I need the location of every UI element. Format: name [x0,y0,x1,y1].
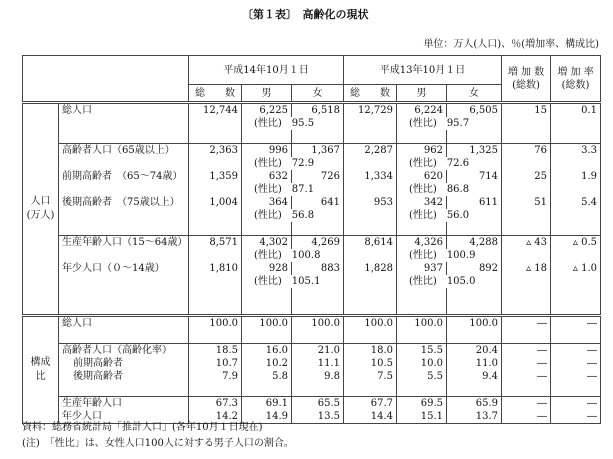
table-row [23,196,601,209]
cell: 15.1 [397,410,447,424]
cell: 1.9 [551,170,601,183]
cell: 928 [242,262,292,275]
cell: 6,225 [242,103,292,118]
sex-ratio: (性比) 95.7 [397,117,502,130]
header-male-13: 男 [397,85,447,103]
header-male-14: 男 [242,85,292,103]
cell: ― [502,316,551,331]
cell: 76 [502,144,551,158]
table-row [23,103,601,118]
cell: 6,224 [397,103,447,118]
ratio-row [23,117,601,130]
cell: 10.2 [242,357,292,370]
header-total-14: 総 数 [189,85,242,103]
unit-note: 単位：万人(人口)、％(増加率、構成比) [423,39,599,50]
cell: ▵ 0.5 [551,236,601,250]
row-label: 総人口 [59,316,189,331]
cell: 10.7 [189,357,242,370]
cell: ▵ 1.0 [551,262,601,275]
cell: 962 [397,144,447,158]
population-stub-line1: 人口 [30,196,51,207]
header-increase-rate-label: 増 加 率 [557,66,594,78]
cell: 14.9 [242,410,292,424]
header-total-13: 総 数 [344,85,397,103]
header-row-1 [23,56,601,85]
cell: 7.5 [344,370,397,383]
header-corner [23,56,189,103]
header-female-13: 女 [447,85,502,103]
cell: 4,269 [292,236,344,250]
ratio-row [23,275,601,288]
population-stub [23,103,59,316]
composition-stub: 構成比 [23,316,59,424]
cell: 6,505 [447,103,502,118]
cell: 937 [397,262,447,275]
cell: ― [551,357,601,370]
cell: 15 [502,103,551,118]
cell: 953 [344,196,397,209]
sex-ratio: (性比) 100.8 [242,249,344,262]
cell: 883 [292,262,344,275]
cell: 14.2 [189,410,242,424]
cell: 65.9 [447,397,502,411]
cell: 611 [447,196,502,209]
row-label: 総人口 [59,103,189,118]
cell: 1,367 [292,144,344,158]
sex-ratio: (性比) 105.0 [397,275,502,288]
ratio-row [23,183,601,196]
cell: ▵ 18 [502,262,551,275]
cell: 6,518 [292,103,344,118]
sex-ratio: (性比) 95.5 [242,117,344,130]
cell: 1,334 [344,170,397,183]
row-label: 前期高齢者 [59,357,189,370]
cell: 13.5 [292,410,344,424]
row-label: 高齢者人口（高齢化率） [59,344,189,358]
table-row [23,370,601,383]
cell: 726 [292,170,344,183]
cell: ― [551,316,601,331]
header-female-14: 女 [292,85,344,103]
cell: 4,288 [447,236,502,250]
cell: 100.0 [397,316,447,331]
cell: 641 [292,196,344,209]
cell: 15.5 [397,344,447,358]
cell: 5.4 [551,196,601,209]
cell: 2,363 [189,144,242,158]
cell: 14.4 [344,410,397,424]
row-label: 後期高齢者 [59,370,189,383]
header-increase-num-label: 増 加 数 [507,66,545,78]
cell: ― [502,410,551,424]
table-row [23,316,601,331]
sex-ratio: (性比) 105.1 [242,275,344,288]
cell: ― [551,410,601,424]
cell: 9.4 [447,370,502,383]
cell: 620 [397,170,447,183]
ratio-row [23,157,601,170]
row-label: 生産年齢人口（15～64歳） [59,236,189,250]
cell: 18.5 [189,344,242,358]
cell: ― [502,370,551,383]
cell: ― [502,397,551,411]
sex-ratio: (性比) 72.6 [397,157,502,170]
cell: 1,828 [344,262,397,275]
cell: 100.0 [189,316,242,331]
cell: 11.0 [447,357,502,370]
header-year13: 平成13年10月１日 [344,56,502,85]
cell: 11.1 [292,357,344,370]
cell: 364 [242,196,292,209]
cell: ― [551,344,601,358]
cell: 1,325 [447,144,502,158]
sex-ratio: (性比) 100.9 [397,249,502,262]
table-row [23,344,601,358]
table-row [23,236,601,250]
cell: 996 [242,144,292,158]
sex-ratio: (性比) 56.0 [397,209,502,222]
cell: ― [551,397,601,411]
population-stub-line2: (万人) [26,210,55,221]
cell: 16.0 [242,344,292,358]
sex-ratio: (性比) 87.1 [242,183,344,196]
row-label: 高齢者人口（65歳以上） [59,144,189,158]
cell: 13.7 [447,410,502,424]
cell: 632 [242,170,292,183]
footnote: (注) 「性比」は、女性人口100人に対する男子人口の割合。 [22,438,294,449]
cell: 18.0 [344,344,397,358]
cell: 25 [502,170,551,183]
sex-ratio: (性比) 86.8 [397,183,502,196]
cell: ― [551,370,601,383]
cell: 1,810 [189,262,242,275]
cell: 9.8 [292,370,344,383]
row-label: 生産年齢人口 [59,397,189,411]
cell: 12,744 [189,103,242,118]
cell: 67.3 [189,397,242,411]
table-row [23,262,601,275]
cell: 1,004 [189,196,242,209]
header-increase-rate [551,56,601,103]
cell: 4,326 [397,236,447,250]
sex-ratio: (性比) 56.8 [242,209,344,222]
cell: 100.0 [447,316,502,331]
cell: 21.0 [292,344,344,358]
cell: 69.1 [242,397,292,411]
cell: 5.8 [242,370,292,383]
cell: 51 [502,196,551,209]
cell: 2,287 [344,144,397,158]
table-row [23,170,601,183]
cell: ― [502,357,551,370]
cell: 714 [447,170,502,183]
table-row [23,357,601,370]
cell: 5.5 [397,370,447,383]
header-increase-num-sub: (総数) [512,79,540,91]
source-note: 資料：総務省統計局「推計人口」(各年10月１日現在) [22,422,263,433]
cell: 4,302 [242,236,292,250]
cell: 12,729 [344,103,397,118]
cell: 7.9 [189,370,242,383]
cell: 20.4 [447,344,502,358]
cell: 8,571 [189,236,242,250]
cell: 67.7 [344,397,397,411]
cell: 3.3 [551,144,601,158]
cell: 100.0 [292,316,344,331]
table-row [23,144,601,158]
row-label: 年少人口 [59,410,189,424]
header-year14: 平成14年10月１日 [189,56,344,85]
header-increase-rate-sub: (総数) [561,79,590,91]
cell: 100.0 [242,316,292,331]
cell: ▵ 43 [502,236,551,250]
row-label: 前期高齢者 （65～74歳） [59,170,189,183]
row-label: 後期高齢者 （75歳以上） [59,196,189,209]
sex-ratio: (性比) 72.9 [242,157,344,170]
cell: 100.0 [344,316,397,331]
cell: 8,614 [344,236,397,250]
ratio-row [23,209,601,222]
cell: 65.5 [292,397,344,411]
header-increase-num [502,56,551,103]
table-title: 〔第１表〕 高齢化の現状 [242,8,369,21]
cell: 10.0 [397,357,447,370]
table-row [23,397,601,411]
cell: ― [502,344,551,358]
aging-status-table [22,55,601,424]
cell: 69.5 [397,397,447,411]
ratio-row [23,249,601,262]
row-label: 年少人口（０～14歳） [59,262,189,275]
cell: 10.5 [344,357,397,370]
cell: 342 [397,196,447,209]
cell: 892 [447,262,502,275]
cell: 0.1 [551,103,601,118]
cell: 1,359 [189,170,242,183]
